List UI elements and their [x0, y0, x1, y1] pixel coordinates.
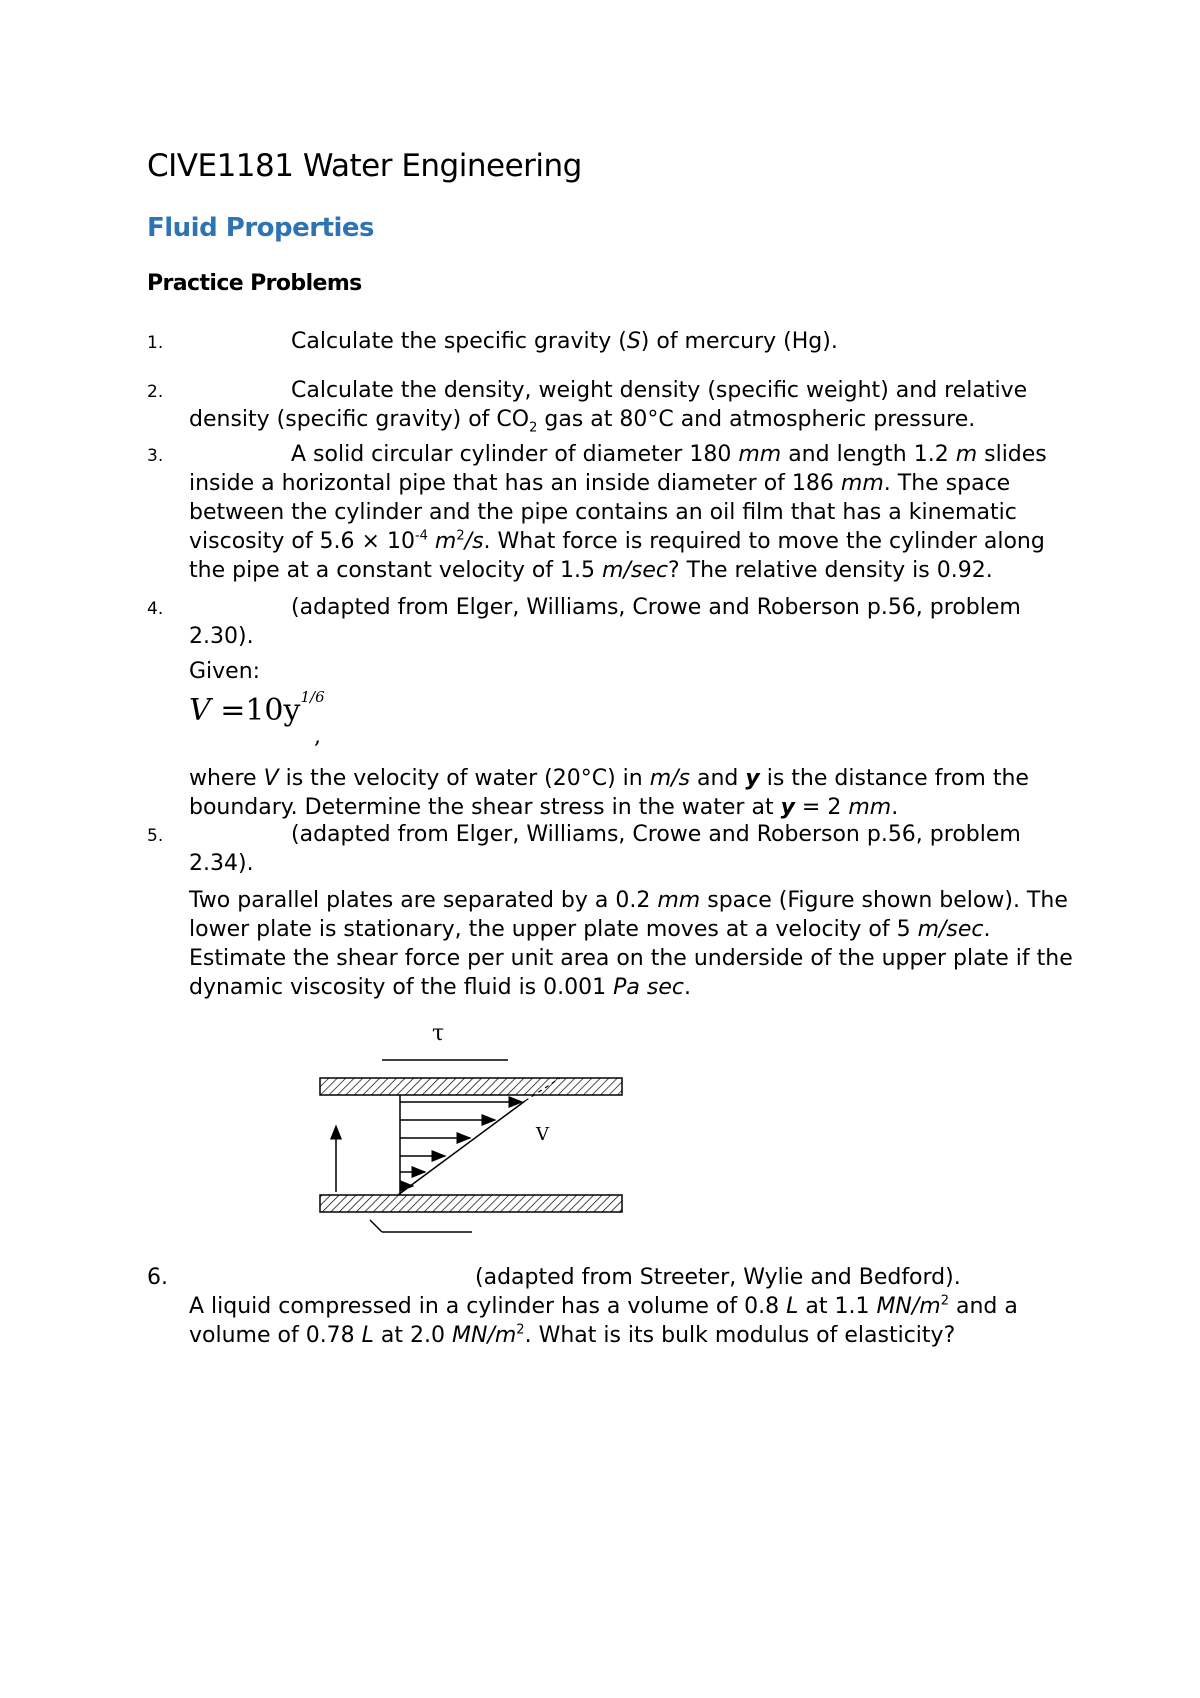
velocity-profile-line — [398, 1101, 525, 1195]
parallel-plates-figure — [310, 1020, 640, 1240]
lower-plate — [320, 1195, 622, 1212]
v-label: V — [536, 1124, 549, 1145]
problem-1: 1. Calculate the specific gravity (S) of mercury (Hg). — [147, 327, 1077, 356]
velocity-formula: $V =10y^{1/6}$ , — [189, 688, 325, 749]
section-title: Fluid Properties — [147, 213, 375, 243]
problem-number: 2. — [147, 382, 164, 402]
tau-label: τ — [432, 1021, 445, 1046]
velocity-arrows — [400, 1102, 522, 1186]
problem-4: 4. (adapted from Elger, Williams, Crowe and Roberson p.56, problem 2.30). Given: $V =10y^{1/6}$ , where V is the velocity of water (20°C) in m/s and y is the distance from the boundary. Determine the shear stress in the water at y = 2 mm. — [147, 593, 1077, 822]
problem-6: 6. (adapted from Streeter, Wylie and Bedford). A liquid compressed in a cylinder has a volume of 0.8 L at 1.1 $MN/m^2$ and a volume of 0.78 L at 2.0 $MN/m^2$. What is its bulk modulus of elasticity? — [147, 1265, 1018, 1348]
problem-5: 5. (adapted from Elger, Williams, Crowe and Roberson p.56, problem 2.34). Two parallel plates are separated by a 0.2 mm space (Figure shown below). The lower plate is stationary, the upper plate moves at a velocity of 5 m/sec. Estimate the shear force per unit area on the underside of the upper plate if the dynamic viscosity of the fluid is 0.001 Pa sec. — [147, 822, 1073, 1000]
problem-3: 3. A solid circular cylinder of diameter 180 mm and length 1.2 m slides inside a horizontal pipe that has an inside diameter of 186 mm. The space between the cylinder and the pipe contains an oil film that has a kinematic viscosity of $5.6 \times 10^{-4}$ $m^2/s$. What force is required to move the cylinder along the pipe at a constant velocity of 1.5 m/sec? The relative density is 0.92. — [147, 442, 1047, 583]
practice-problems-heading: Practice Problems — [147, 271, 362, 296]
given-label: Given: — [189, 659, 261, 684]
course-title: CIVE1181 Water Engineering — [147, 148, 582, 184]
problem-number: 3. — [147, 446, 164, 466]
problem-number: 1. — [147, 333, 164, 353]
stationary-shear-mark — [370, 1220, 472, 1232]
problem-2: 2. Calculate the density, weight density (specific weight) and relative density (specific gravity) of $CO_2$ gas at 80°C and atmospheric pressure. — [147, 378, 1028, 436]
problem-number: 5. — [147, 826, 164, 846]
upper-plate — [320, 1078, 622, 1095]
problem-number: 4. — [147, 599, 164, 619]
problem-number: 6. — [147, 1265, 168, 1290]
